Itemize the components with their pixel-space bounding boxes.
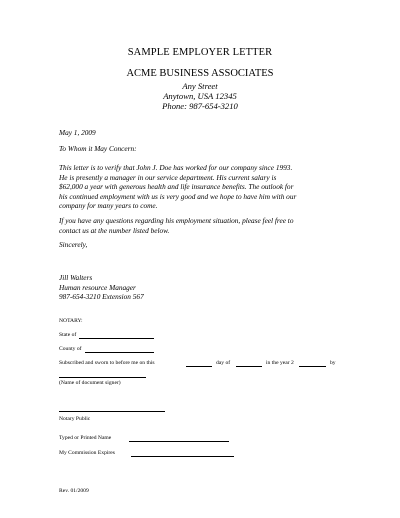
signer-title: Human resource Manager bbox=[59, 282, 136, 292]
signer-name-line[interactable] bbox=[59, 377, 146, 378]
printed-name-label: Typed or Printed Name bbox=[59, 435, 112, 441]
revision-note: Rev. 01/2009 bbox=[59, 488, 89, 494]
signer-name-caption: (Name of document signer) bbox=[59, 380, 121, 386]
day-of-label: day of bbox=[216, 360, 231, 366]
state-line[interactable] bbox=[79, 338, 154, 339]
day-line[interactable] bbox=[186, 366, 212, 367]
state-label: State of bbox=[59, 332, 77, 338]
body-line: This letter is to verify that John J. Doe has worked for our company since 1993. bbox=[59, 163, 293, 172]
signer-phone: 987-654-3210 Extension 567 bbox=[59, 292, 144, 301]
contact-line: contact us at the number listed below. bbox=[59, 225, 170, 235]
salutation: To Whom it May Concern: bbox=[59, 144, 137, 153]
commission-label: My Commission Expires bbox=[59, 450, 115, 456]
notary-heading: NOTARY: bbox=[59, 318, 83, 324]
letter-date: May 1, 2009 bbox=[59, 128, 96, 137]
by-label: by bbox=[330, 360, 336, 366]
company-name: ACME BUSINESS ASSOCIATES bbox=[126, 68, 274, 79]
signer-name: Jill Walters bbox=[59, 273, 93, 282]
body-line: his continued employment with us is very good and we hope to have him with our bbox=[59, 191, 297, 201]
county-line[interactable] bbox=[85, 352, 154, 353]
company-city: Anytown, USA 12345 bbox=[163, 91, 237, 101]
year-label: in the year 2 bbox=[266, 360, 294, 366]
commission-line[interactable] bbox=[131, 456, 234, 457]
body-line: company for many years to come. bbox=[59, 201, 158, 210]
month-line[interactable] bbox=[236, 366, 262, 367]
contact-line: If you have any questions regarding his employment situation, please feel free to bbox=[59, 216, 294, 225]
body-line: He is presently a manager in our service department. His current salary is bbox=[59, 172, 277, 182]
sworn-text: Subscribed and sworn to before me on this bbox=[59, 360, 155, 366]
year-line[interactable] bbox=[299, 366, 326, 367]
notary-signature-line[interactable] bbox=[59, 411, 165, 412]
company-street: Any Street bbox=[182, 81, 218, 91]
printed-name-line[interactable] bbox=[129, 441, 229, 442]
notary-public-label: Notary Public bbox=[59, 416, 91, 422]
closing: Sincerely, bbox=[59, 240, 88, 249]
body-line: $62,000 a year with generous health and life insurance benefits. The outlook for bbox=[59, 182, 294, 191]
company-phone: Phone: 987-654-3210 bbox=[162, 101, 238, 111]
letter-title: SAMPLE EMPLOYER LETTER bbox=[127, 47, 273, 58]
county-label: County of bbox=[59, 346, 82, 352]
